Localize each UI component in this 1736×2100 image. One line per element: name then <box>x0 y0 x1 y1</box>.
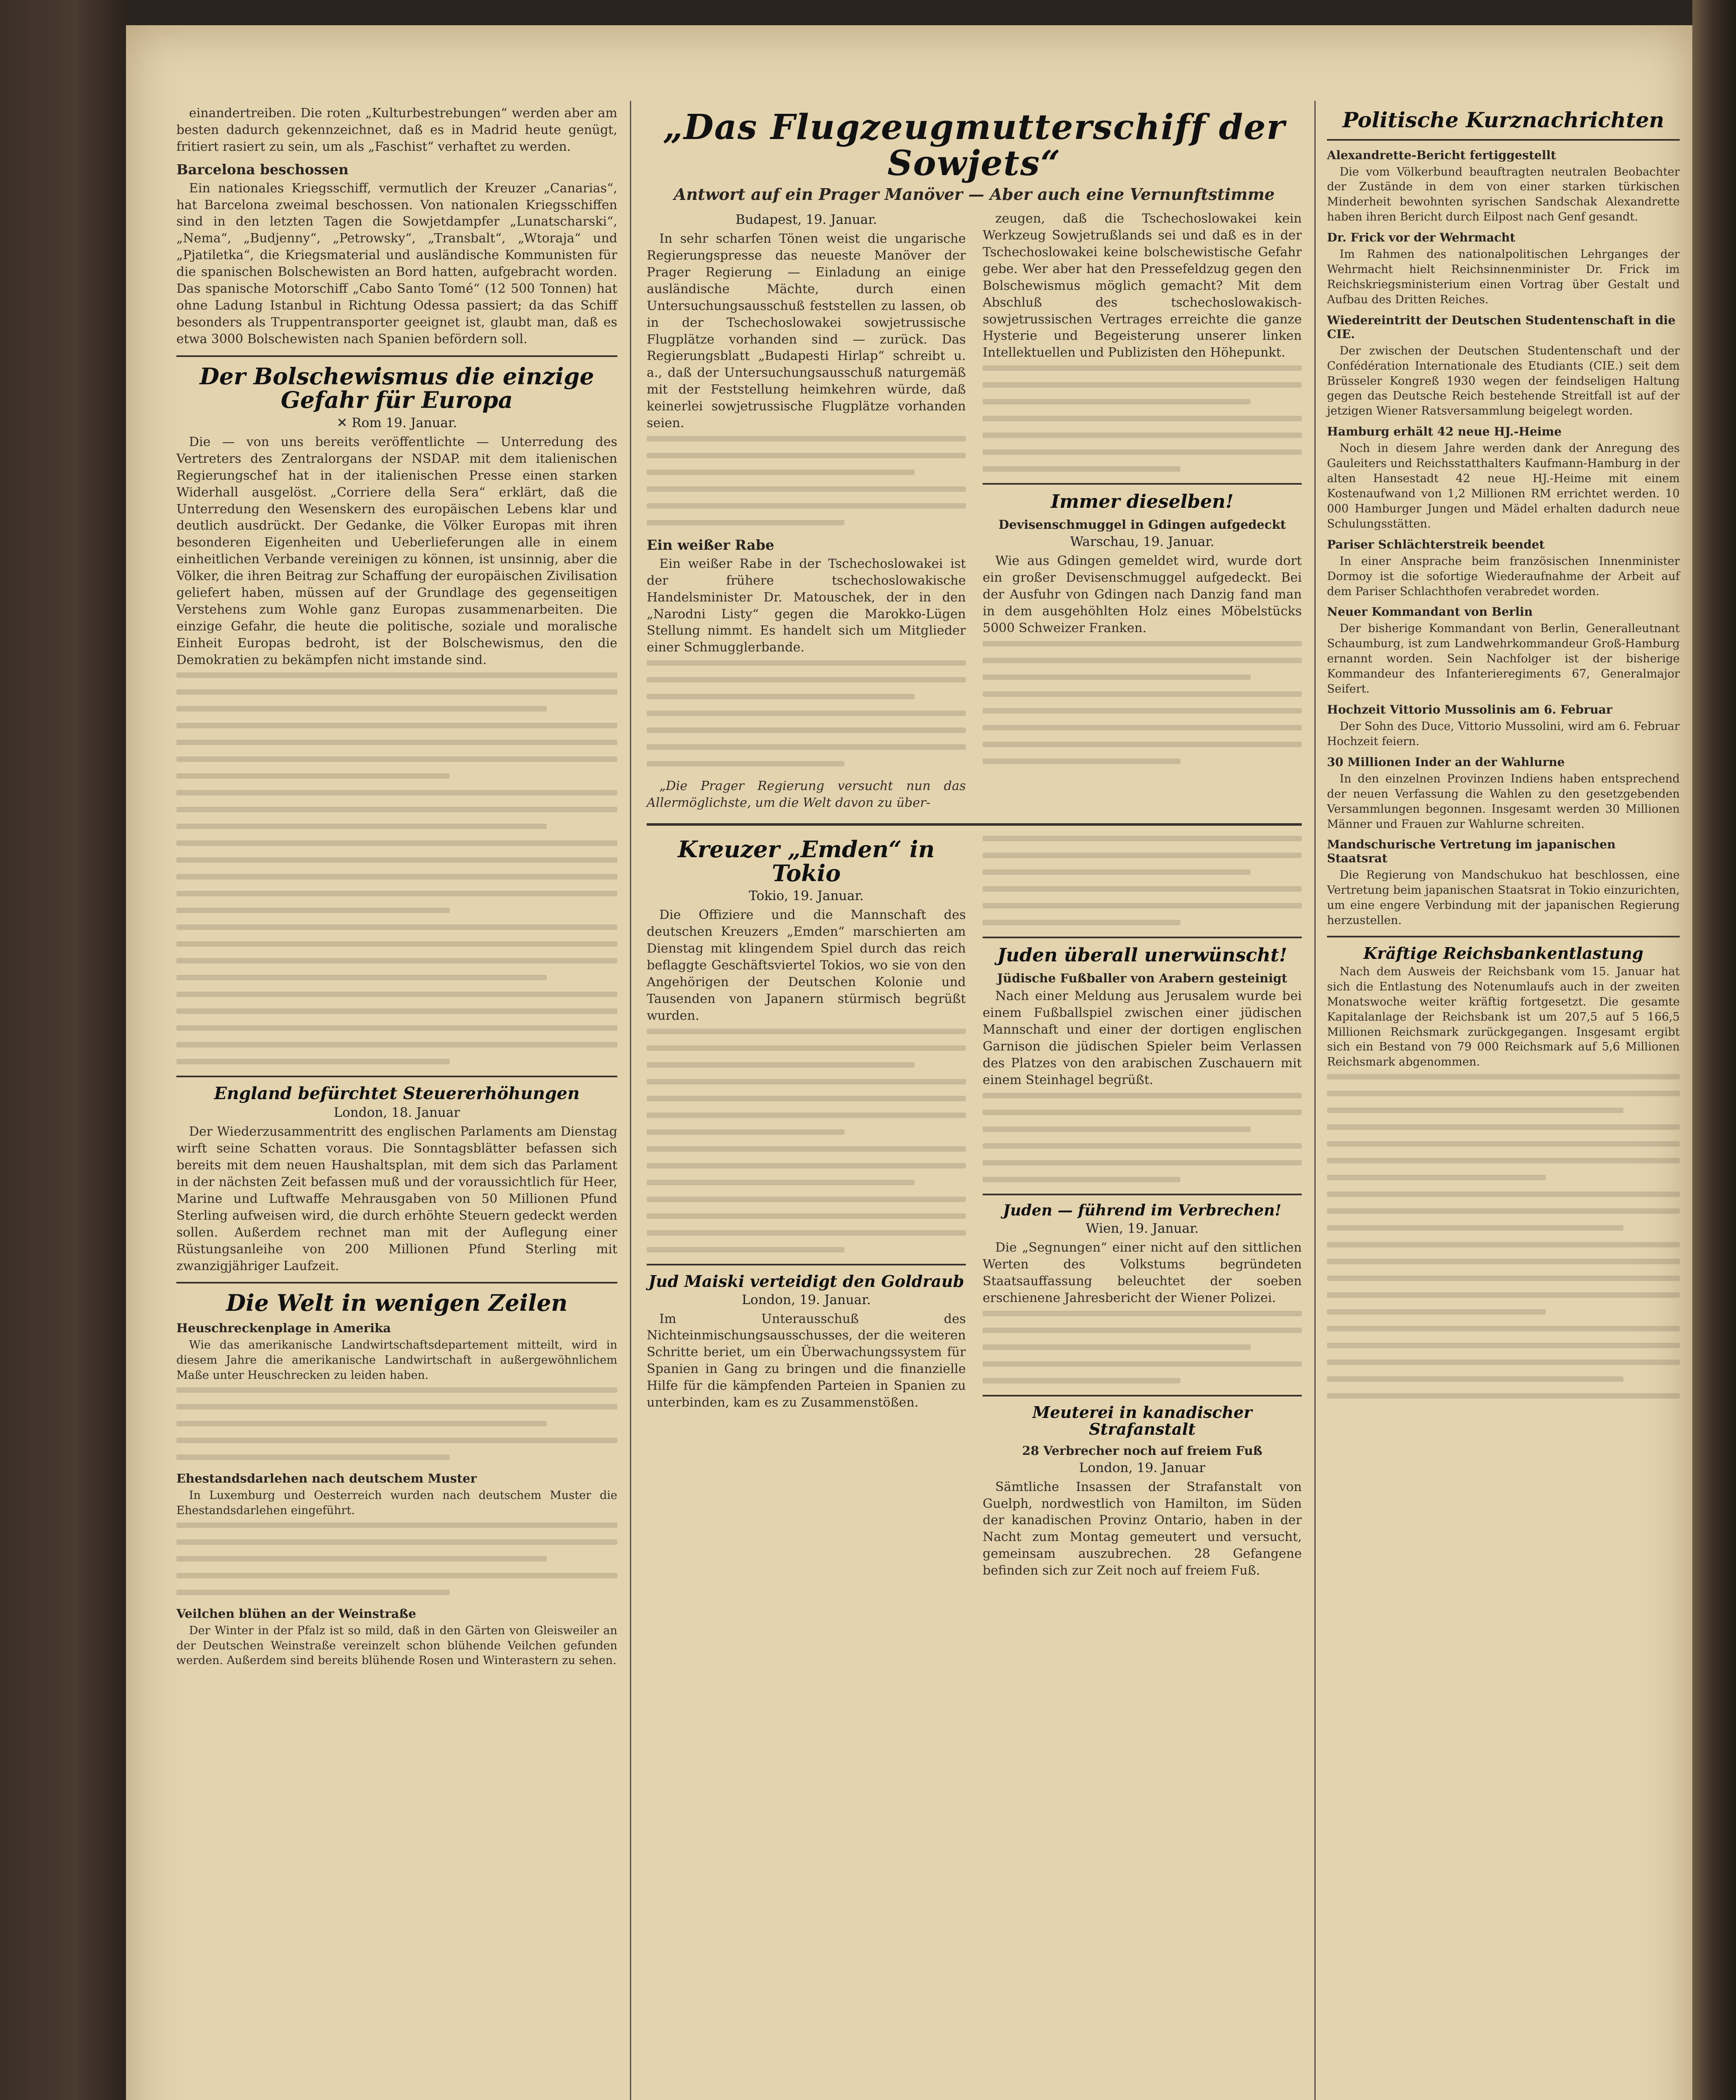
prague-quote: „Die Prager Regierung versucht nun das Allermöglichste, um die Welt davon zu über- <box>647 779 966 811</box>
kurznachrichten-headline: Politische Kurznachrichten <box>1342 108 1665 132</box>
bolschewismus-text: Die — von uns bereits veröffentlichte — Unterredung des Vertreters des Zentralorgans der NSDAP. mit dem italienischen Regierungschef hat in der italienischen Presse einen starken Widerhall ausgelöst. „Corriere della Sera“ erklärt, daß die Unterredung den Wesenskern des europäischen Lebens klar und deutlich ausdrückt. Der Gedanke, die Völker Europas mit ihren besonderen Eigenheiten und Ueberlieferungen alle in einem einheitlichen Verbande vereinigen zu können, ist unsinnig, aber die Völker, die ihren Beitrag zur Schaffung der europäischen Zivilisation geliefert haben, müssen auf der Grundlage des gegenseitigen Verstehens zum Wohle ganz Europas zusammenarbeiten. Die einzige Gefahr, die heute die politische, soziale und moralische Einheit Europas bedroht, ist der Bolschewismus, den die Demokratien zu bekämpfen nicht imstande sind. <box>176 434 617 667</box>
paris-headline: Pariser Schlächterstreik beendet <box>1327 537 1545 551</box>
verbrechen-text: Die „Segnungen“ einer nicht auf den sittlichen Werten des Volkstums begründeten Staatsauffassung beleuchtet der soeben erschienene Jahresbericht der Wiener Polizei. <box>983 1240 1302 1305</box>
column-rule-2 <box>1314 101 1316 2100</box>
divider <box>647 823 1302 826</box>
juden-text: Nach einer Meldung aus Jerusalem wurde bei einem Fußballspiel zwischen einer jüdischen Mannschaft und einer der dortigen englischen Garnison die jüdischen Spieler beim Verlassen des Platzes von den arabischen Zuschauern mit einem Steinhagel begrüßt. <box>983 989 1302 1087</box>
maiski-headline: Jud Maiski verteidigt den Goldraub <box>648 1271 964 1291</box>
barcelona-text: Ein nationales Kriegsschiff, vermutlich der Kreuzer „Canarias“, hat Barcelona zweimal beschossen. Von nationalen Kriegsschiffen sind in den letzten Tagen die Sowjetdampfer „Lunatscharski“, „Nema“, „Budjenny“, „Petrowsky“, „Transbalt“, „Wtoraja“ und „Pjatiletka“, die Kriegsmaterial und ausländische Kommunisten für die spanischen Bolschewisten an Bord hatten, aufgebracht worden. Das spanische Motorschiff „Cabo Santo Tomé“ (12 500 Tonnen) hat ohne Ladung Istanbul in Richtung Odessa passiert; da das Schiff besonders als Truppentransporter geeignet ist, glaubt man, daß es etwa 3000 Bolschewisten nach Spanien befördern soll. <box>176 181 617 346</box>
main-text-b-continued <box>983 365 1302 472</box>
column-middle <box>647 105 1302 1583</box>
studentenschaft-headline: Wiedereintritt der Deutschen Studentenschaft in die CIE. <box>1327 313 1676 341</box>
reichsbank-headline: Kräftige Reichsbankentlastung <box>1363 944 1644 963</box>
intro-text: einandertreiben. Die roten „Kulturbestrebungen“ werden aber am besten dadurch gekennzeichnet, daß es in Madrid heute genügt, fritiert rasiert zu sein, um als „Faschist“ verhaftet zu werden. <box>176 106 617 154</box>
ehestand-text: In Luxemburg und Oesterreich wurden nach deutschem Muster die Ehestandsdarlehen eingeführt. <box>176 1488 617 1517</box>
paris-text: In einer Ansprache beim französischen Innenminister Dormoy ist die sofortige Wiederaufnahme der Arbeit auf dem Pariser Schlachthofen verabredet worden. <box>1327 554 1680 598</box>
divider <box>176 1076 617 1077</box>
rabe-headline: Ein weißer Rabe <box>647 536 774 553</box>
immer-dateline: Warschau, 19. Januar. <box>1070 534 1214 550</box>
ehestand-text-continued <box>176 1522 617 1595</box>
england-dateline: London, 18. Januar <box>333 1105 460 1121</box>
main-dateline: Budapest, 19. Januar. <box>735 212 877 228</box>
bolschewismus-dateline: ✕ Rom 19. Januar. <box>336 415 457 430</box>
divider <box>1327 139 1680 141</box>
hamburg-text: Noch in diesem Jahre werden dank der Anregung des Gauleiters und Reichsstatthalters Kaufmann-Hamburg in der alten Hansestadt 42 neue HJ.-Heime mit einem Kostenaufwand von 1,2 Millionen RM errichtet werden. 10 000 Hamburger Jungen und Mädel erhalten dadurch neue Schulungsstätten. <box>1327 442 1680 530</box>
mandschurei-headline: Mandschurische Vertretung im japanischen Staatsrat <box>1327 837 1616 866</box>
book-binding-right <box>1692 0 1736 2100</box>
immer-subheadline: Devisenschmuggel in Gdingen aufgedeckt <box>998 517 1286 532</box>
verbrechen-text-continued <box>983 1311 1302 1383</box>
maiski-dateline: London, 19. Januar. <box>742 1292 871 1307</box>
studentenschaft-text: Der zwischen der Deutschen Studentenschaft und der Confédération Internationale des Etudiants (CIE.) seit dem Brüsseler Kongreß 1930 wegen der feindseligen Haltung gegen das Deutsche Reich bestehende Streitfall ist auf der jetzigen Wiener Ratsversammlung beigelegt worden. <box>1327 344 1680 418</box>
column-left <box>176 105 617 1672</box>
heuschrecken-text: Wie das amerikanische Landwirtschaftsdepartement mitteilt, wird in diesem Jahre die amerikanische Landwirtschaft in außergewöhnlichem Maße unter Heuschrecken zu leiden haben. <box>176 1339 617 1382</box>
rabe-text-continued <box>647 660 966 766</box>
divider <box>983 1194 1302 1195</box>
divider <box>176 355 617 357</box>
book-cover-left <box>0 0 126 2100</box>
divider <box>983 483 1302 485</box>
verbrechen-headline: Juden — führend im Verbrechen! <box>1003 1201 1282 1219</box>
juden-subheadline: Jüdische Fußballer von Arabern gesteinigt <box>997 971 1288 986</box>
reichsbank-text: Nach dem Ausweis der Reichsbank vom 15. Januar hat sich die Entlastung des Notenumlaufs auch in der zweiten Monatswoche weiter kräftig fortgesetzt. Die gesamte Kapitalanlage der Reichsbank ist um 207,5 auf 5 166,5 Millionen Reichsmark zurückgegangen. Insgesamt ergibt sich ein Bestand von 79 000 Reichsmark auf 5,6 Millionen Reichsmark abgenommen. <box>1327 965 1680 1069</box>
emden-text-continued <box>647 1029 966 1252</box>
divider <box>176 1282 617 1284</box>
inder-headline: 30 Millionen Inder an der Wahlurne <box>1327 755 1565 769</box>
column-right <box>1327 105 1680 1410</box>
emden-text: Die Offiziere und die Mannschaft des deutschen Kreuzers „Emden“ marschierten am Dienstag mit klingendem Spiel durch das reich beflaggte Geschäftsviertel Tokios, wo sie von den Angehörigen der Deutschen Kolonie und Tausenden von Japanern stürmisch begrüßt wurden. <box>647 908 966 1023</box>
england-text: Der Wiederzusammentritt des englischen Parlaments am Dienstag wirft seine Schatten voraus. Die Sonntagsblätter befassen sich bereits mit dem neuen Haushaltsplan, mit dem sich das Parlament in der nächsten Zeit befassen muß und der voraussichtlich für Heer, Marine und Luftwaffe Mehrausgaben von 50 Millionen Pfund Sterling aufweisen wird, die durch erhöhte Steuern gedeckt werden sollen. Außerdem rechnet man mit der Auflegung einer Rüstungsanleihe von 200 Millionen Pfund Sterling mit zwanzigjähriger Laufzeit. <box>176 1124 617 1273</box>
barcelona-headline: Barcelona beschossen <box>176 161 349 178</box>
mandschurei-text: Die Regierung von Mandschukuo hat beschlossen, eine Vertretung beim japanischen Staatsrat in Tokio einzurichten, um eine engere Verbindung mit der japanischen Regierung herzustellen. <box>1327 869 1680 927</box>
main-text-a: In sehr scharfen Tönen weist die ungarische Regierungspresse das neueste Manöver der Prager Regierung — Einladung an einige ausländische Mächte, durch einen Untersuchungsausschuß feststellen zu lassen, ob in der Tschechoslowakei sowjetrussische Flugplätze vorhanden sind — zurück. Das Regierungsblatt „Budapesti Hirlap“ schreibt u. a., daß der Untersuchungsausschuß naturgemäß mit der Feststellung heimkehren würde, daß keinerlei sowjetrussische Flugplätze vorhanden seien. <box>647 231 966 430</box>
emden-dateline: Tokio, 19. Januar. <box>749 888 864 904</box>
hamburg-headline: Hamburg erhält 42 neue HJ.-Heime <box>1327 425 1562 439</box>
berlin-headline: Neuer Kommandant von Berlin <box>1327 605 1533 619</box>
england-headline: England befürchtet Steuererhöhungen <box>214 1084 580 1104</box>
hochzeit-headline: Hochzeit Vittorio Mussolinis am 6. Februar <box>1327 702 1613 717</box>
frick-headline: Dr. Frick vor der Wehrmacht <box>1327 231 1516 245</box>
column-rule-1 <box>630 101 631 2100</box>
alexandrette-text: Die vom Völkerbund beauftragten neutralen Beobachter der Zustände in dem von einer starken türkischen Minderheit bewohnten syrischen Sandschak Alexandrette haben ihren Bericht durch Eilpost nach Genf gesandt. <box>1327 165 1680 224</box>
heuschrecken-text-continued <box>176 1387 617 1460</box>
frick-text: Im Rahmen des nationalpolitischen Lehrganges der Wehrmacht hielt Reichsinnenminister Dr. Frick im Reichskriegsministerium einen Vortrag über Gestalt und Aufbau des Dritten Reiches. <box>1327 248 1680 306</box>
bolschewismus-headline: Der Bolschewismus die einzige Gefahr für Europa <box>199 362 594 414</box>
bolschewismus-text-continued <box>176 672 617 1064</box>
divider <box>983 937 1302 938</box>
veilchen-headline: Veilchen blühen an der Weinstraße <box>176 1606 416 1621</box>
main-text-b: zeugen, daß die Tschechoslowakei kein Werkzeug Sowjetrußlands sei und daß es in der Tschechoslowakei keine bolschewistische Gefahr gebe. Wer aber hat den Pressefeldzug gegen den Bolschewismus möglich gemacht? Mit dem Abschluß des tschechoslowakisch-sowjetrussischen Vertrages erreichte die ganze Hysterie und Begeisterung unserer linken Intellektuellen und Publizisten den Höhepunkt. <box>983 211 1302 360</box>
reichsbank-text-continued <box>1327 1074 1680 1399</box>
juden-text-continued <box>983 1093 1302 1182</box>
meuterei-headline: Meuterei in kanadischer Strafanstalt <box>1032 1402 1252 1438</box>
veilchen-text: Der Winter in der Pfalz ist so mild, daß in den Gärten von Gleisweiler an der Deutschen Weinstraße vereinzelt schon blühende Veilchen gefunden werden. Außerdem sind bereits blühende Rosen und Winterastern zu sehen. <box>176 1624 617 1667</box>
alexandrette-headline: Alexandrette-Bericht fertiggestellt <box>1327 148 1556 162</box>
divider <box>983 1395 1302 1396</box>
main-text-a-continued <box>647 436 966 525</box>
juden-headline: Juden überall unerwünscht! <box>997 945 1288 966</box>
meuterei-subheadline: 28 Verbrecher noch auf freiem Fuß <box>1022 1443 1262 1458</box>
immer-headline: Immer dieselben! <box>1051 491 1234 513</box>
immer-text-continued <box>983 641 1302 764</box>
emden-continuation-text <box>983 836 1302 925</box>
main-headline: „Das Flugzeugmutterschiff der Sowjets“ <box>663 107 1286 184</box>
heuschrecken-headline: Heuschreckenplage in Amerika <box>176 1321 391 1336</box>
meuterei-dateline: London, 19. Januar <box>1079 1460 1206 1475</box>
berlin-text: Der bisherige Kommandant von Berlin, Generalleutnant Schaumburg, ist zum Landwehrkommandeur Groß-Hamburg ernannt worden. Sein Nachfolger ist der bisherige Kommandeur des Infanterieregiments 67, Generalmajor Seifert. <box>1327 622 1680 696</box>
inder-text: In den einzelnen Provinzen Indiens haben entsprechend der neuen Verfassung die Wahlen zu den gesetzgebenden Versammlungen begonnen. Insgesamt werden 30 Millionen Männer und Frauen zur Wahlurne schreiten. <box>1327 772 1680 831</box>
hochzeit-text: Der Sohn des Duce, Vittorio Mussolini, wird am 6. Februar Hochzeit feiern. <box>1327 719 1680 748</box>
divider <box>1327 936 1680 937</box>
welt-headline: Die Welt in wenigen Zeilen <box>226 1289 568 1317</box>
ehestand-headline: Ehestandsdarlehen nach deutschem Muster <box>176 1471 477 1486</box>
divider <box>647 1264 966 1265</box>
meuterei-text: Sämtliche Insassen der Strafanstalt von Guelph, nordwestlich von Hamilton, im Süden der kanadischen Provinz Ontario, haben in der Nacht zum Montag gemeutert und versucht, gemeinsam auszubrechen. 28 Gefangene befinden sich zur Zeit noch auf freiem Fuß. <box>983 1479 1302 1578</box>
emden-headline: Kreuzer „Emden“ in Tokio <box>678 836 935 887</box>
maiski-text: Im Unterausschuß des Nichteinmischungsausschusses, der die weiteren Schritte beriet, um ein Überwachungssystem für Spanien in Gang zu bringen und die finanzielle Hilfe für die kämpfenden Parteien in Spanien zu unterbinden, kam es zu Zusammenstößen. <box>647 1311 966 1410</box>
rabe-text: Ein weißer Rabe in der Tschechoslowakei ist der frühere tschechoslowakische Handelsminister Dr. Matouschek, der in den „Narodni Listy“ gegen die Marokko-Lügen Stellung nimmt. Es handelt sich um Mitglieder einer Schmugglerbande. <box>647 556 966 655</box>
verbrechen-dateline: Wien, 19. Januar. <box>1086 1221 1199 1236</box>
immer-text: Wie aus Gdingen gemeldet wird, wurde dort ein großer Devisenschmuggel aufgedeckt. Bei der Ausfuhr von Gdingen nach Danzig fand man in dem ausgehöhlten Holz eines Möbelstücks 5000 Schweizer Franken. <box>983 554 1302 635</box>
main-subheadline: Antwort auf ein Prager Manöver — Aber auch eine Vernunftstimme <box>674 185 1275 204</box>
